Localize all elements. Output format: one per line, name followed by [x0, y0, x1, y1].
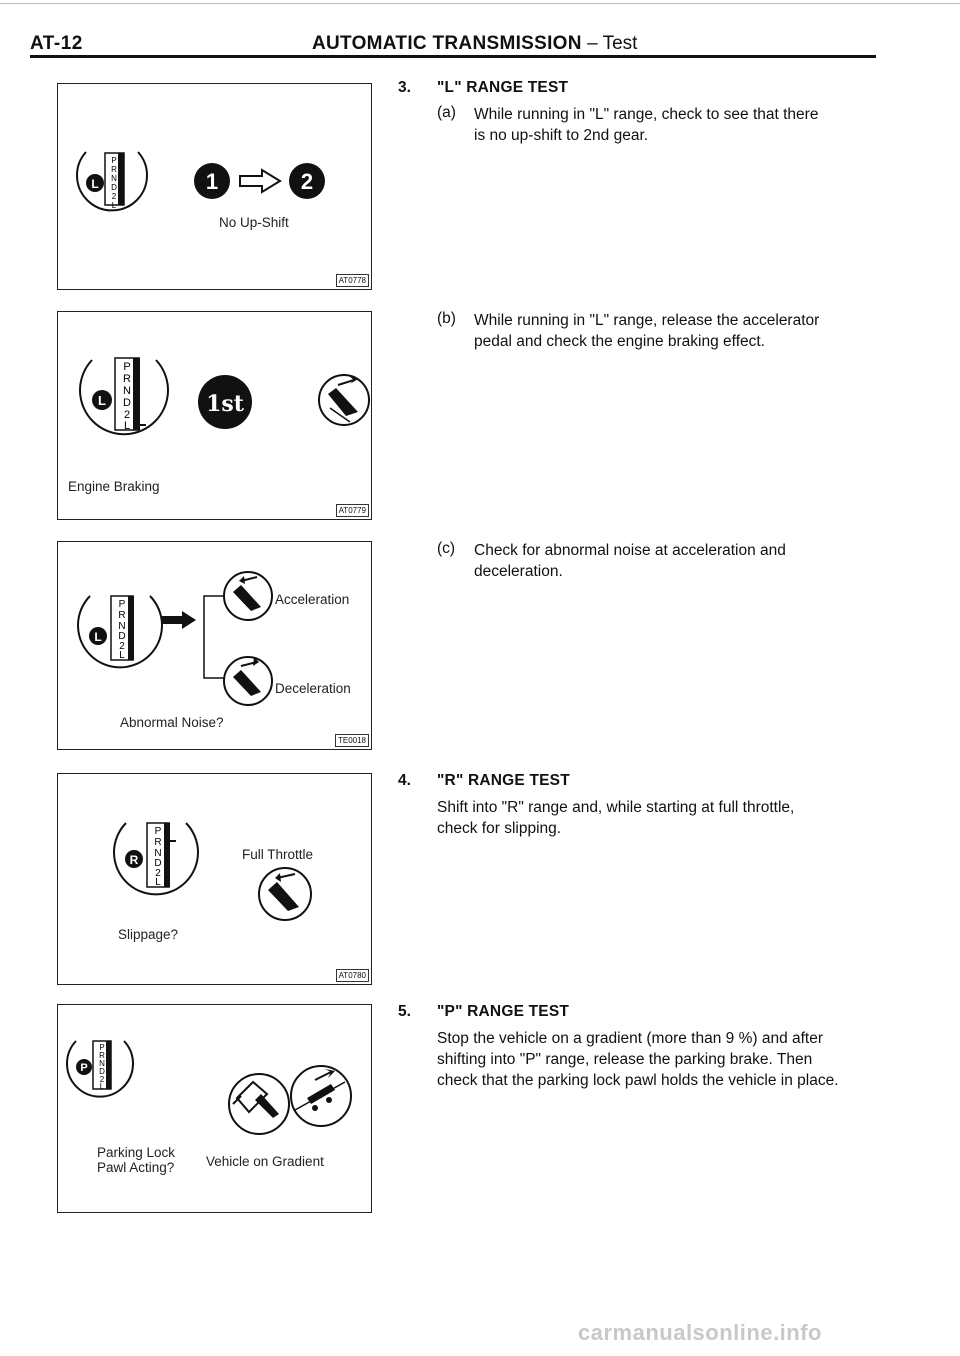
svg-text:D: D	[123, 397, 131, 409]
svg-text:2: 2	[119, 641, 125, 652]
section-3-number: 3.	[398, 79, 411, 96]
figure-no-upshift-drawing	[58, 84, 373, 291]
svg-text:R: R	[111, 165, 117, 174]
svg-text:D: D	[118, 631, 126, 642]
svg-text:D: D	[154, 858, 162, 869]
first-gear-badge	[198, 375, 252, 429]
section-4-title: "R" RANGE TEST	[437, 772, 570, 789]
fig2-shift-letter: L	[98, 393, 106, 408]
svg-text:N: N	[154, 848, 162, 859]
pedal-acceleration-icon	[224, 572, 272, 620]
section-5-line2: shifting into "P" range, release the parking brake. Then	[437, 1051, 813, 1068]
figure-parking-lock	[57, 1004, 372, 1213]
fig3-shift-letter: L	[94, 630, 102, 644]
parking-brake-icon	[229, 1074, 289, 1134]
fig2-code: AT0779	[336, 504, 369, 517]
section-4-text	[437, 797, 877, 839]
figure-parking-lock-drawing	[58, 1005, 373, 1214]
fig3-caption-deceleration: Deceleration	[275, 681, 351, 696]
item-3c-text	[474, 540, 876, 582]
fig4-caption: Slippage?	[118, 927, 179, 942]
section-4-line2: check for slipping.	[437, 820, 562, 837]
item-3b-line1: While running in "L" range, release the accelerator	[474, 312, 820, 329]
item-3c-label: (c)	[437, 540, 456, 557]
svg-text:P: P	[118, 599, 126, 610]
svg-text:2: 2	[99, 1075, 105, 1084]
shift-selector-icon	[114, 823, 198, 894]
page-top-rule	[0, 3, 960, 4]
fig2-caption: Engine Braking	[68, 479, 160, 494]
gradient-icon	[291, 1066, 351, 1126]
svg-text:P: P	[111, 156, 117, 165]
item-3a-text	[474, 104, 876, 146]
svg-text:2: 2	[300, 169, 314, 194]
svg-text:N: N	[123, 385, 131, 397]
figure-engine-braking	[57, 311, 372, 520]
svg-text:R: R	[118, 610, 126, 621]
svg-text:D: D	[111, 183, 117, 192]
section-5-title: "P" RANGE TEST	[437, 1003, 570, 1020]
svg-text:R: R	[154, 837, 162, 848]
svg-text:P: P	[154, 826, 162, 837]
section-5-line1: Stop the vehicle on a gradient (more than 9 %) and after	[437, 1030, 824, 1047]
section-3-title: "L" RANGE TEST	[437, 79, 569, 96]
header-rule	[30, 55, 876, 58]
fig5-caption-right: Vehicle on Gradient	[206, 1154, 324, 1169]
fig3-caption: Abnormal Noise?	[120, 715, 224, 730]
svg-text:2: 2	[123, 409, 131, 421]
gear-2-badge	[289, 163, 325, 199]
fig4-code: AT0780	[336, 969, 369, 982]
item-3b-text	[474, 310, 876, 352]
pedal-deceleration-icon	[224, 657, 272, 705]
bracket-line	[204, 596, 230, 678]
subsection-title: – Test	[587, 33, 638, 54]
fig2-gear-badge: 1st	[206, 391, 244, 417]
svg-text:2: 2	[155, 868, 161, 879]
section-5-line3: check that the parking lock pawl holds the vehicle in place.	[437, 1072, 839, 1089]
svg-text:N: N	[111, 174, 117, 183]
fig1-caption: No Up-Shift	[219, 215, 289, 230]
svg-text:L: L	[119, 650, 125, 661]
svg-text:P: P	[123, 361, 131, 373]
section-5-text	[437, 1028, 877, 1091]
svg-text:1: 1	[205, 169, 219, 194]
svg-text:L: L	[155, 877, 161, 888]
page-code: AT-12	[30, 33, 83, 54]
gear-1-badge	[194, 163, 230, 199]
fig5-caption-line1: Parking Lock	[97, 1145, 176, 1160]
section-4-number: 4.	[398, 772, 411, 789]
item-3a-label: (a)	[437, 104, 456, 121]
fig3-code: TE0018	[335, 734, 369, 747]
watermark: carmanualsonline.info	[578, 1320, 822, 1345]
fig1-code: AT0778	[336, 274, 369, 287]
svg-text:N: N	[99, 1059, 105, 1068]
item-3b-label: (b)	[437, 310, 456, 327]
svg-text:N: N	[118, 621, 126, 632]
svg-text:L: L	[123, 420, 131, 432]
shift-selector-icon	[77, 152, 147, 210]
fig5-caption-left	[97, 1145, 175, 1175]
pedal-full-throttle-icon	[259, 868, 311, 920]
fig4-shift-letter: R	[129, 853, 139, 867]
svg-text:R: R	[99, 1051, 105, 1060]
figure-abnormal-noise	[57, 541, 372, 750]
section-5-number: 5.	[398, 1003, 411, 1020]
item-3a-line1: While running in "L" range, check to see that there	[474, 106, 819, 123]
fig5-shift-letter: P	[80, 1062, 88, 1074]
shift-selector-icon	[78, 596, 162, 667]
svg-text:L: L	[99, 1082, 105, 1091]
item-3a-line2: is no up-shift to 2nd gear.	[474, 127, 649, 144]
svg-text:P: P	[99, 1043, 105, 1052]
arrow-right-icon	[162, 611, 196, 629]
svg-text:2: 2	[111, 192, 117, 201]
shift-arrow-icon	[240, 170, 280, 192]
section-4-line1: Shift into "R" range and, while starting at full throttle,	[437, 799, 795, 816]
section-title: AUTOMATIC TRANSMISSION	[312, 33, 582, 54]
item-3c-line2: deceleration.	[474, 563, 563, 580]
figure-slippage	[57, 773, 372, 985]
figure-slippage-drawing	[58, 774, 373, 986]
page-title	[312, 33, 637, 55]
svg-text:L: L	[111, 201, 117, 210]
shift-selector-icon	[67, 1041, 133, 1097]
pedal-icon	[319, 375, 369, 425]
shift-selector-icon	[80, 358, 168, 434]
fig5-caption-line2: Pawl Acting?	[97, 1160, 175, 1175]
svg-text:D: D	[99, 1067, 105, 1076]
figure-no-upshift	[57, 83, 372, 290]
item-3b-line2: pedal and check the engine braking effect.	[474, 333, 765, 350]
fig1-shift-letter: L	[91, 177, 99, 191]
item-3c-line1: Check for abnormal noise at acceleration and	[474, 542, 786, 559]
svg-text:R: R	[123, 373, 131, 385]
fig3-caption-acceleration: Acceleration	[275, 592, 350, 607]
fig4-caption-full-throttle: Full Throttle	[242, 847, 314, 862]
